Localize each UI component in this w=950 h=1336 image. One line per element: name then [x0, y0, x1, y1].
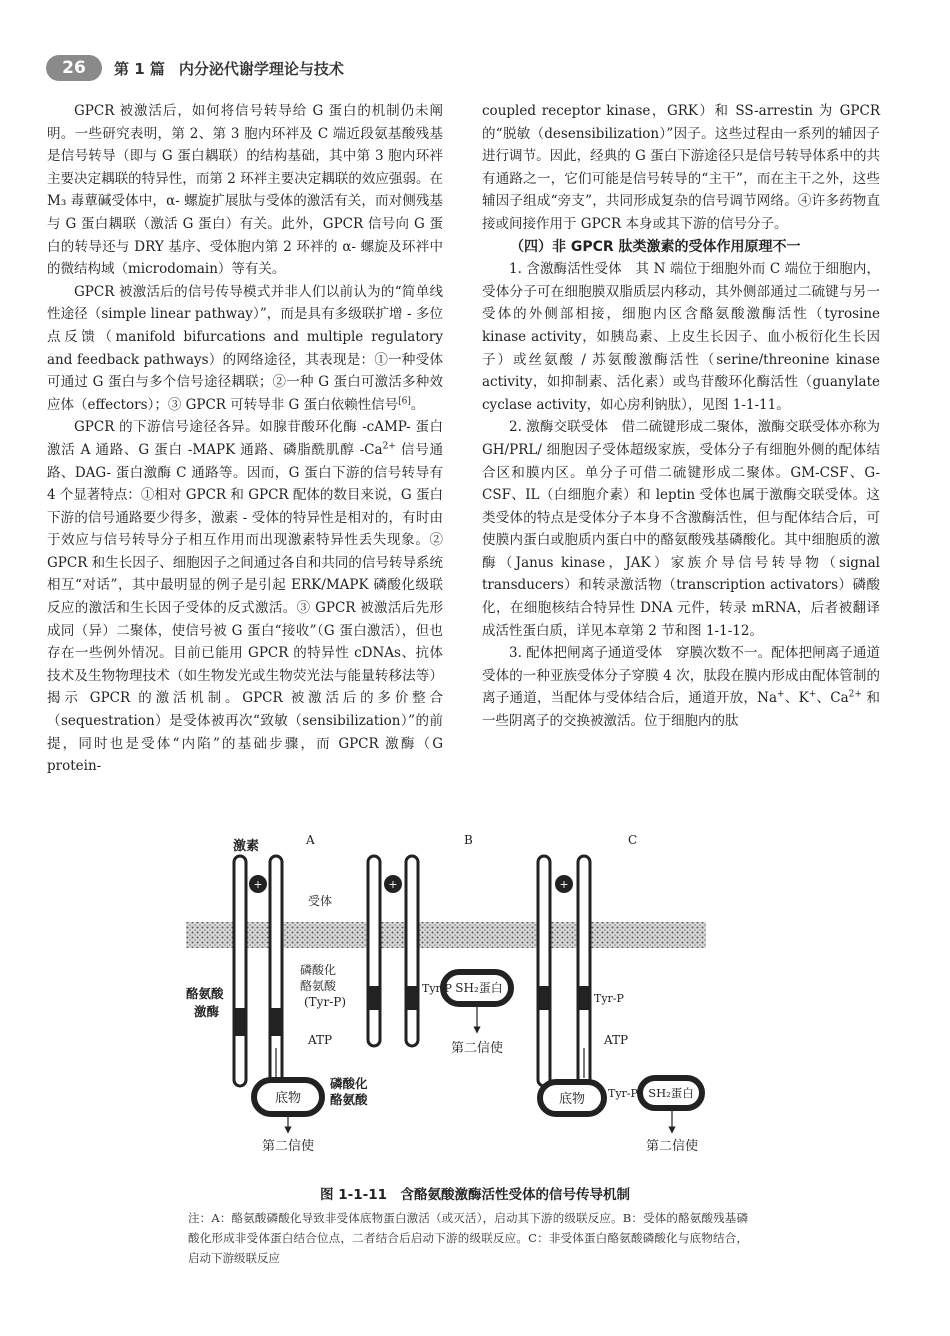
right-column	[482, 100, 880, 733]
section-heading: （四）非 GPCR 肽类激素的受体作用原理不一	[510, 238, 801, 255]
atp-label-a: ATP	[308, 1033, 333, 1047]
figure-caption: 图 1-1-11 含酪氨酸激酶活性受体的信号传导机制	[320, 1187, 630, 1203]
sh2-label-b: SH₂蛋白	[455, 981, 503, 995]
part-label: 第 1 篇	[114, 59, 165, 78]
hormone-label: 激素	[232, 839, 260, 854]
paragraph: coupled receptor kinase，GRK）和 SS-arrestin 为 GPCR 的“脱敏（desensibilization）”因子。这些过程由一系列的辅因子进行调节。因此，经典的 G 蛋白下游途径只是信号转导体系中的共有通路之一，它们可能是信号转导的“主干”，而在主干之外，这些辅因子组成“旁支”，共同形成复杂的信号调节网络。④许多药物直接或间接作用于 GPCR 本身或其下游的信号分子。	[482, 103, 880, 232]
sh2-label-c: SH₂蛋白	[648, 1086, 694, 1100]
paragraph: GPCR 的下游信号途径各异。如腺苷酸环化酶 -cAMP- 蛋白激活 A 通路、G 蛋白 -MAPK 通路、磷脂酰肌醇 $-Ca^{2+}$ 信号通路、DAG- 蛋白激酶 C 通路等。因而，G 蛋白下游的信号转导有 4 个显著特点：①相对 GPCR 和 GPCR 配体的数目来说，G 蛋白下游的信号通路要少得多，激素 - 受体的特异性是相对的，有时由于效应与信号转导分子相互作用而出现激素特异性丢失现象。② GPCR 和生长因子、细胞因子之间通过各自和共同的信号转导系统相互“对话”，其中最明显的例子是引起 ERK/MAPK 磷酸化级联反应的激活和生长因子受体的反式激活。③ GPCR 被激活后先形成同（异）二聚体，使信号被 G 蛋白“接收”（G 蛋白激活），但也存在一些例外情况。目前已能用 GPCR 的特异性 cDNAs、抗体技术及生物物理技术（如生物发光或生物荧光法与能量转移法等）揭示 GPCR 的激活机制。GPCR 被激活后的多价整合（sequestration）是受体被再次“致敏（sensibilization）”的前提，同时也是受体“内陷”的基础步骤，而 GPCR 激酶（G protein-	[47, 419, 443, 775]
tyr-p-label-c: Tyr-P	[594, 992, 624, 1005]
tyr-kinase-label: 酪氨酸激酶	[186, 986, 224, 1019]
panel-label-c: C	[628, 833, 638, 847]
phospho-tyr-label: 磷酸化酪氨酸(Tyr-P)	[300, 963, 347, 1009]
page-number: 26	[46, 55, 102, 81]
second-messenger-c: 第二信使	[645, 1139, 699, 1154]
cell-membrane	[186, 922, 706, 948]
panel-label-a: A	[306, 833, 315, 847]
svg-text:底物: 底物	[558, 1092, 586, 1107]
book-title: 内分泌代谢学理论与技术	[178, 59, 344, 78]
running-title	[114, 58, 344, 79]
page-header	[46, 52, 344, 84]
svg-text:+: +	[388, 878, 398, 891]
svg-text:+: +	[253, 878, 263, 891]
paragraph: 3. 配体把闸离子通道受体 穿膜次数不一。配体把闸离子通道受体的一种亚族受体分子穿膜 4 次，肽段在膜内形成由配体管制的离子通道，当配体与受体结合后，通道开放，Na+、K+、$Ca^{2+}$ 和一些阴离子的交换被激活。位于细胞内的肽	[482, 645, 880, 730]
citation: [6]	[398, 396, 411, 407]
tyr-p-label-c2: Tyr-P	[608, 1087, 638, 1100]
svg-text:+: +	[559, 878, 569, 891]
second-messenger-b: 第二信使	[450, 1041, 504, 1056]
figure-note: 注：A：酪氨酸磷酸化导致非受体底物蛋白激活（或灭活），启动其下游的级联反应。B：受体的酪氨酸残基磷酸化形成非受体蛋白结合位点，二者结合后启动下游的级联反应。C：非受体蛋白酪氨酸磷酸化与底物结合，启动下游级联反应	[188, 1211, 748, 1265]
atp-label-c: ATP	[604, 1033, 629, 1047]
second-messenger-a: 第二信使	[261, 1139, 315, 1154]
paragraph: GPCR 被激活后的信号传导模式并非人们以前认为的“简单线性途径（simple linear pathway）”，而是具有多级联扩增 - 多位点反馈（manifold bifurcations and multiple regulatory and feedback pathways）的网络途径，其表现是：①一种受体可通过 G 蛋白与多个信号途径耦联；②一种 G 蛋白可激活多种效应体（effectors）；③ GPCR 可转导非 G 蛋白依赖性信号[6]。	[47, 283, 443, 413]
receptor-label: 受体	[308, 894, 333, 908]
svg-text:底物: 底物	[274, 1091, 302, 1106]
left-column	[47, 100, 443, 778]
receptor-diagram	[186, 826, 706, 1166]
paragraph: GPCR 被激活后，如何将信号转导给 G 蛋白的机制仍未阐明。一些研究表明，第 2、第 3 胞内环袢及 C 端近段氨基酸残基是信号转导（即与 G 蛋白耦联）的结构基础，其中第 3 胞内环袢主要决定耦联的特异性，而第 2 环袢主要决定耦联的效应强弱。在 M₃ 毒蕈碱受体中，α- 螺旋扩展肽与受体的激活有关，而对侧残基与 G 蛋白耦联（激活 G 蛋白）有关。此外，GPCR 信号向 G 蛋白的转导还与 DRY 基序、受体胞内第 2 环袢的 α- 螺旋及环袢中的微结构域（microdomain）等有关。	[47, 103, 443, 278]
tyr-p-label-b: Tyr-P	[422, 982, 452, 995]
phospho-tyr-label-2: 磷酸化酪氨酸	[330, 1076, 368, 1107]
paragraph: 1. 含激酶活性受体 其 N 端位于细胞外而 C 端位于细胞内，受体分子可在细胞膜双脂质层内移动，其外侧部通过二硫键与另一受体的外侧部相接，细胞内区含酪氨酸激酶活性（tyrosine kinase activity，如胰岛素、上皮生长因子、血小板衍化生长因子）或丝氨酸 / 苏氨酸激酶活性（serine/threonine kinase activity，如抑制素、活化素）或鸟苷酸环化酶活性（guanylate cyclase activity，如心房利钠肽），见图 1-1-11。	[482, 261, 880, 413]
panel-label-b: B	[464, 833, 473, 847]
paragraph: 2. 激酶交联受体 借二硫键形成二聚体，激酶交联受体亦称为 GH/PRL/ 细胞因子受体超级家族，受体分子有细胞外侧的配体结合区和膜内区。单分子可借二硫键形成二聚体。GM-CSF、G-CSF、IL（白细胞介素）和 leptin 受体也属于激酶交联受体。这类受体的特点是受体分子本身不含激酶活性，但与配体结合后，可使膜内蛋白或胞质内蛋白中的酪氨酸残基磷酸化。其中细胞质的激酶（Janus kinase，JAK）家族介导信号转导物（signal transducers）和转录激活物（transcription activators）磷酸化，在细胞核结合特异性 DNA 元件，转录 mRNA，后者被翻译成活性蛋白质，详见本章第 2 节和图 1-1-12。	[482, 419, 880, 639]
